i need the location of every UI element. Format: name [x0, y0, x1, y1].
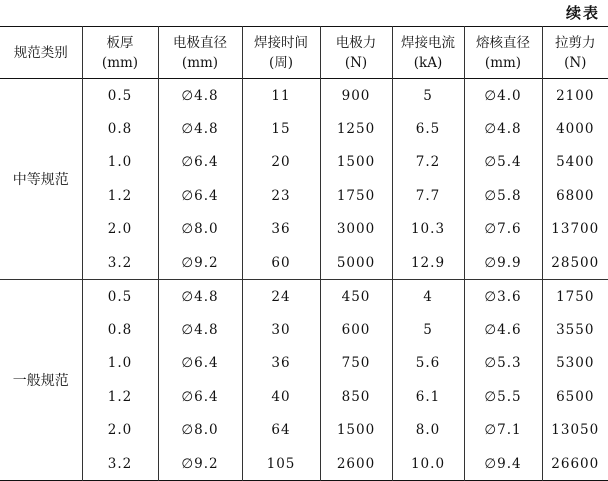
header-unit: (mm)	[83, 53, 158, 73]
table-row	[0, 246, 608, 280]
table-row	[0, 447, 608, 481]
group-medium-spec	[0, 79, 608, 280]
table-cell: 2100	[542, 79, 608, 113]
header-cell-category	[0, 27, 82, 79]
header-label: 规范类别	[0, 43, 82, 63]
table-cell: 2.0	[82, 414, 158, 448]
table-cell: 600	[320, 313, 392, 347]
table-cell: 3.2	[82, 246, 158, 280]
table-cell: ∅8.0	[158, 414, 242, 448]
table-cell: 40	[242, 380, 320, 414]
header-cell-electrode-diameter	[158, 27, 242, 79]
table-cell: 750	[320, 347, 392, 381]
table-cell: ∅6.4	[158, 179, 242, 213]
table-row	[0, 313, 608, 347]
table-cell: 5000	[320, 246, 392, 280]
table-cell: ∅5.4	[464, 146, 542, 180]
table-cell: ∅7.1	[464, 414, 542, 448]
table-cell: 13700	[542, 213, 608, 247]
table-cell: ∅8.0	[158, 213, 242, 247]
header-label: 拉剪力	[543, 33, 608, 53]
header-label: 熔核直径	[465, 33, 542, 53]
table-cell: 5400	[542, 146, 608, 180]
table-cell: 0.5	[82, 280, 158, 314]
header-label: 电极直径	[159, 33, 242, 53]
table-cell: 7.7	[392, 179, 464, 213]
table-cell: 6800	[542, 179, 608, 213]
table-cell: 1750	[320, 179, 392, 213]
table-cell: ∅4.8	[464, 112, 542, 146]
table-cell: 64	[242, 414, 320, 448]
table-cell: 5	[392, 313, 464, 347]
welding-spec-table	[0, 26, 608, 481]
table-cell: ∅5.8	[464, 179, 542, 213]
table-cell: 1500	[320, 146, 392, 180]
table-cell: ∅9.9	[464, 246, 542, 280]
header-label: 焊接电流	[393, 33, 464, 53]
header-cell-weld-current	[392, 27, 464, 79]
table-cell: 10.3	[392, 213, 464, 247]
table-cell: 6.5	[392, 112, 464, 146]
table-row	[0, 146, 608, 180]
table-cell: ∅4.8	[158, 79, 242, 113]
table-cell: 3.2	[82, 447, 158, 481]
table-cell: ∅6.4	[158, 146, 242, 180]
header-unit: (mm)	[465, 53, 542, 73]
table-row	[0, 380, 608, 414]
table-cell: 900	[320, 79, 392, 113]
table-cell: 1750	[542, 280, 608, 314]
table-cell: 28500	[542, 246, 608, 280]
table-row	[0, 414, 608, 448]
table-cell: 6500	[542, 380, 608, 414]
table-cell: ∅5.5	[464, 380, 542, 414]
header-unit: (N)	[543, 53, 608, 73]
table-cell: 13050	[542, 414, 608, 448]
table-row	[0, 280, 608, 314]
table-cell: ∅4.6	[464, 313, 542, 347]
header-unit: (周)	[243, 53, 320, 73]
table-cell: ∅5.3	[464, 347, 542, 381]
table-row	[0, 112, 608, 146]
table-cell: 5.6	[392, 347, 464, 381]
table-cell: 30	[242, 313, 320, 347]
table-cell: 450	[320, 280, 392, 314]
table-cell: 3550	[542, 313, 608, 347]
table-cell: ∅4.8	[158, 313, 242, 347]
header-cell-electrode-force	[320, 27, 392, 79]
table-header	[0, 27, 608, 79]
header-cell-weld-time	[242, 27, 320, 79]
header-cell-thickness	[82, 27, 158, 79]
table-cell: ∅7.6	[464, 213, 542, 247]
header-unit: (kA)	[393, 53, 464, 73]
table-cell: 36	[242, 347, 320, 381]
table-cell: 5300	[542, 347, 608, 381]
table-cell: 36	[242, 213, 320, 247]
table-cell: 7.2	[392, 146, 464, 180]
table-cell: 1.0	[82, 347, 158, 381]
header-cell-shear-force	[542, 27, 608, 79]
table-cell: ∅6.4	[158, 347, 242, 381]
table-cell: 60	[242, 246, 320, 280]
table-row	[0, 79, 608, 113]
group-label: 中等规范	[0, 79, 82, 280]
header-label: 电极力	[321, 33, 392, 53]
table-cell: 105	[242, 447, 320, 481]
table-cell: 5	[392, 79, 464, 113]
table-cell: ∅9.4	[464, 447, 542, 481]
table-cell: 12.9	[392, 246, 464, 280]
table-cell: 4	[392, 280, 464, 314]
table-cell: 1500	[320, 414, 392, 448]
table-cell: ∅4.0	[464, 79, 542, 113]
header-unit: (N)	[321, 53, 392, 73]
header-row	[0, 27, 608, 79]
table-cell: 0.5	[82, 79, 158, 113]
table-cell: ∅6.4	[158, 380, 242, 414]
table-cell: 1250	[320, 112, 392, 146]
header-cell-nugget-diameter	[464, 27, 542, 79]
table-row	[0, 179, 608, 213]
table-cell: 23	[242, 179, 320, 213]
table-cell: 0.8	[82, 112, 158, 146]
table-cell: 3000	[320, 213, 392, 247]
table-cell: 11	[242, 79, 320, 113]
table-cell: ∅9.2	[158, 447, 242, 481]
table-row	[0, 347, 608, 381]
table-cell: 6.1	[392, 380, 464, 414]
table-row	[0, 213, 608, 247]
table-cell: 850	[320, 380, 392, 414]
group-label: 一般规范	[0, 280, 82, 481]
table-cell: 10.0	[392, 447, 464, 481]
table-cell: 24	[242, 280, 320, 314]
table-cell: 0.8	[82, 313, 158, 347]
table-cell: 2600	[320, 447, 392, 481]
header-label: 焊接时间	[243, 33, 320, 53]
table-cell: 4000	[542, 112, 608, 146]
table-cell: 2.0	[82, 213, 158, 247]
header-label: 板厚	[83, 33, 158, 53]
table-cell: 1.2	[82, 179, 158, 213]
table-cell: 20	[242, 146, 320, 180]
table-cell: 1.0	[82, 146, 158, 180]
table-cell: ∅4.8	[158, 112, 242, 146]
table-cell: 8.0	[392, 414, 464, 448]
table-cell: 1.2	[82, 380, 158, 414]
group-general-spec	[0, 280, 608, 481]
table-cell: ∅4.8	[158, 280, 242, 314]
table-cell: 26600	[542, 447, 608, 481]
table-cell: ∅9.2	[158, 246, 242, 280]
table-cell: 15	[242, 112, 320, 146]
table-cell: ∅3.6	[464, 280, 542, 314]
table-continued-caption: 续表	[566, 2, 600, 23]
header-unit: (mm)	[159, 53, 242, 73]
